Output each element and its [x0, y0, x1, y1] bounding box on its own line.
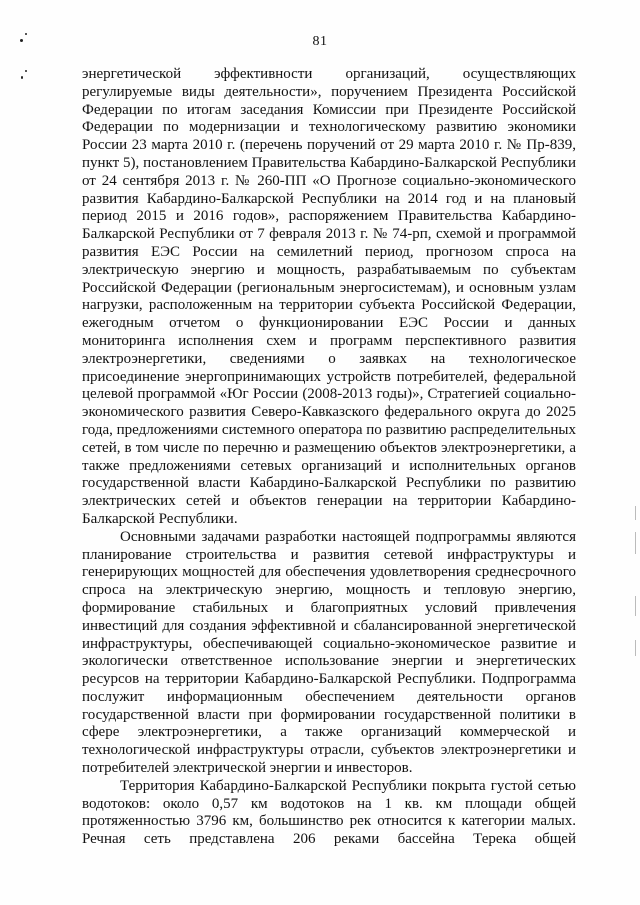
paragraph-territory: Территория Кабардино-Балкарской Республики покрыта густой сетью водотоков: около 0,57 км водотоков на 1 кв. км площади общей протяженностью 3796 км, большинство рек относится к категории малых. Речная сеть представлена 206 реками бассейна Терека общей	[82, 777, 576, 848]
scan-edge-mark	[635, 596, 636, 616]
paragraph-objectives: Основными задачами разработки настоящей подпрограммы являются планирование строительства и развития сетевой инфраструктуры и генерирующих мощностей для обеспечения удовлетворения среднесрочного спроса на электрическую энергию, мощность и тепловую энергию, формирование стабильных и благоприятных условий привлечения инвестиций для создания эффективной и сбалансированной энергетической инфраструктуры, обеспечивающей социально-экономическое развитие и экологически ответственное использование энергии и энергетических ресурсов на территории Кабардино-Балкарской Республики. Подпрограмма послужит информационным обеспечением деятельности органов государственной власти при формировании государственной политики в сфере электроэнергетики, а также организаций коммерческой и технологической инфраструктуры отрасли, субъектов электроэнергетики и потребителей электрической энергии и инвесторов.	[82, 528, 576, 777]
scan-edge-mark	[635, 640, 636, 656]
scan-speck	[21, 76, 23, 79]
body-text	[82, 66, 576, 849]
scan-edge-mark	[635, 532, 636, 554]
scan-edge-mark	[635, 506, 636, 520]
page-number: 81	[312, 34, 328, 49]
scan-speck	[25, 70, 27, 72]
paragraph-continued: энергетической эффективности организаций, осуществляющих регулируемые виды деятельности», поручением Президента Российской Федерации по итогам заседания Комиссии при Президенте Российской Федерации по модернизации и технологическому развитию экономики России 23 марта 2010 г. (перечень поручений от 29 марта 2010 г. № Пр-839, пункт 5), постановлением Правительства Кабардино-Балкарской Республики от 24 сентября 2013 г. № 260-ПП «О Прогнозе социально-экономического развития Кабардино-Балкарской Республики на 2014 год и на плановый период 2015 и 2016 годов», распоряжением Правительства Кабардино-Балкарской Республики от 7 февраля 2013 г. № 74-рп, схемой и программой развития ЕЭС России на семилетний период, прогнозом спроса на электрическую энергию и мощность, разрабатываемым по субъектам Российской Федерации (региональным энергосистемам), и основным узлам нагрузки, расположенным на территории субъекта Российской Федерации, ежегодным отчетом о функционировании ЕЭС России и данных мониторинга исполнения схем и программ перспективного развития электроэнергетики, сведениями о заявках на технологическое присоединение энергопринимающих устройств потребителей, федеральной целевой программой «Юг России (2008-2013 годы)», Стратегией социально-экономического развития Северо-Кавказского федерального округа до 2025 года, предложениями системного оператора по развитию распределительных сетей, в том числе по перечню и размещению объектов электроэнергетики, а также предложениями сетевых организаций и исполнительных органов государственной власти Кабардино-Балкарской Республики по развитию электрических сетей и объектов генерации на территории Кабардино-Балкарской Республики.	[82, 66, 576, 527]
